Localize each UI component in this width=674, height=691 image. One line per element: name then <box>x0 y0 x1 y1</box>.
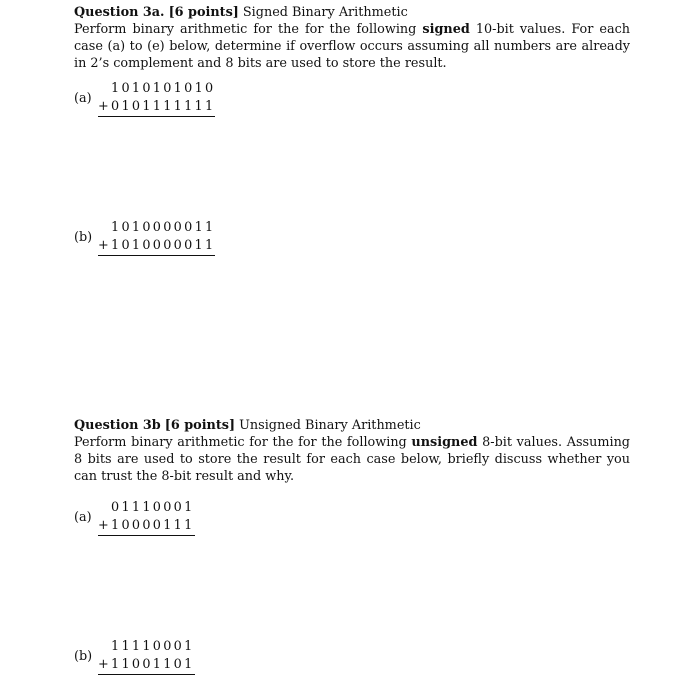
addition-stack <box>98 219 215 256</box>
question-3a-body-pre: Perform binary arithmetic for the for the following <box>74 22 423 37</box>
problem-label: (a) <box>74 510 92 525</box>
question-3b-body-pre: Perform binary arithmetic for the for the following <box>74 435 412 450</box>
addition-stack <box>98 80 215 117</box>
sum-rule <box>98 535 195 536</box>
question-3a-title: Question 3a. <box>74 5 165 20</box>
question-3b <box>74 417 630 485</box>
top-operand: 01110001 <box>111 500 195 515</box>
question-3a-body-post: 10-bit values. For each case (a) to (e) below, determine if overflow occurs assuming all numbers are already in 2’s complement and 8 bits are used to store the result. <box>74 22 631 71</box>
question-3a-paragraph <box>74 4 630 72</box>
addition-stack <box>98 638 195 675</box>
question-3b-paragraph <box>74 417 630 485</box>
bottom-operand: +1010000011 <box>98 238 216 253</box>
sum-rule <box>98 116 215 117</box>
question-3b-subject: Unsigned Binary Arithmetic <box>239 418 421 433</box>
question-3a-body-bold: signed <box>422 22 470 37</box>
problem-label: (b) <box>74 230 93 245</box>
top-operand: 11110001 <box>111 639 195 654</box>
question-3b-title: Question 3b <box>74 418 161 433</box>
problem-label: (b) <box>74 649 93 664</box>
question-3b-body-post: 8-bit values. Assuming 8 bits are used to store the result for each case below, briefly discuss whether you can trust the 8-bit result and why. <box>74 435 631 484</box>
question-3b-body-bold: unsigned <box>411 435 478 450</box>
bottom-operand: +11001101 <box>98 657 195 672</box>
question-3a-points: [6 points] <box>168 5 239 20</box>
top-operand: 1010000011 <box>111 220 216 235</box>
question-3a <box>74 4 630 72</box>
question-3a-subject: Signed Binary Arithmetic <box>242 5 408 20</box>
problem-label: (a) <box>74 91 92 106</box>
addition-stack <box>98 499 195 536</box>
bottom-operand: +0101111111 <box>98 99 216 114</box>
sum-rule <box>98 674 195 675</box>
question-3b-points: [6 points] <box>164 418 236 433</box>
top-operand: 1010101010 <box>111 81 216 96</box>
bottom-operand: +10000111 <box>98 518 195 533</box>
sum-rule <box>98 255 215 256</box>
